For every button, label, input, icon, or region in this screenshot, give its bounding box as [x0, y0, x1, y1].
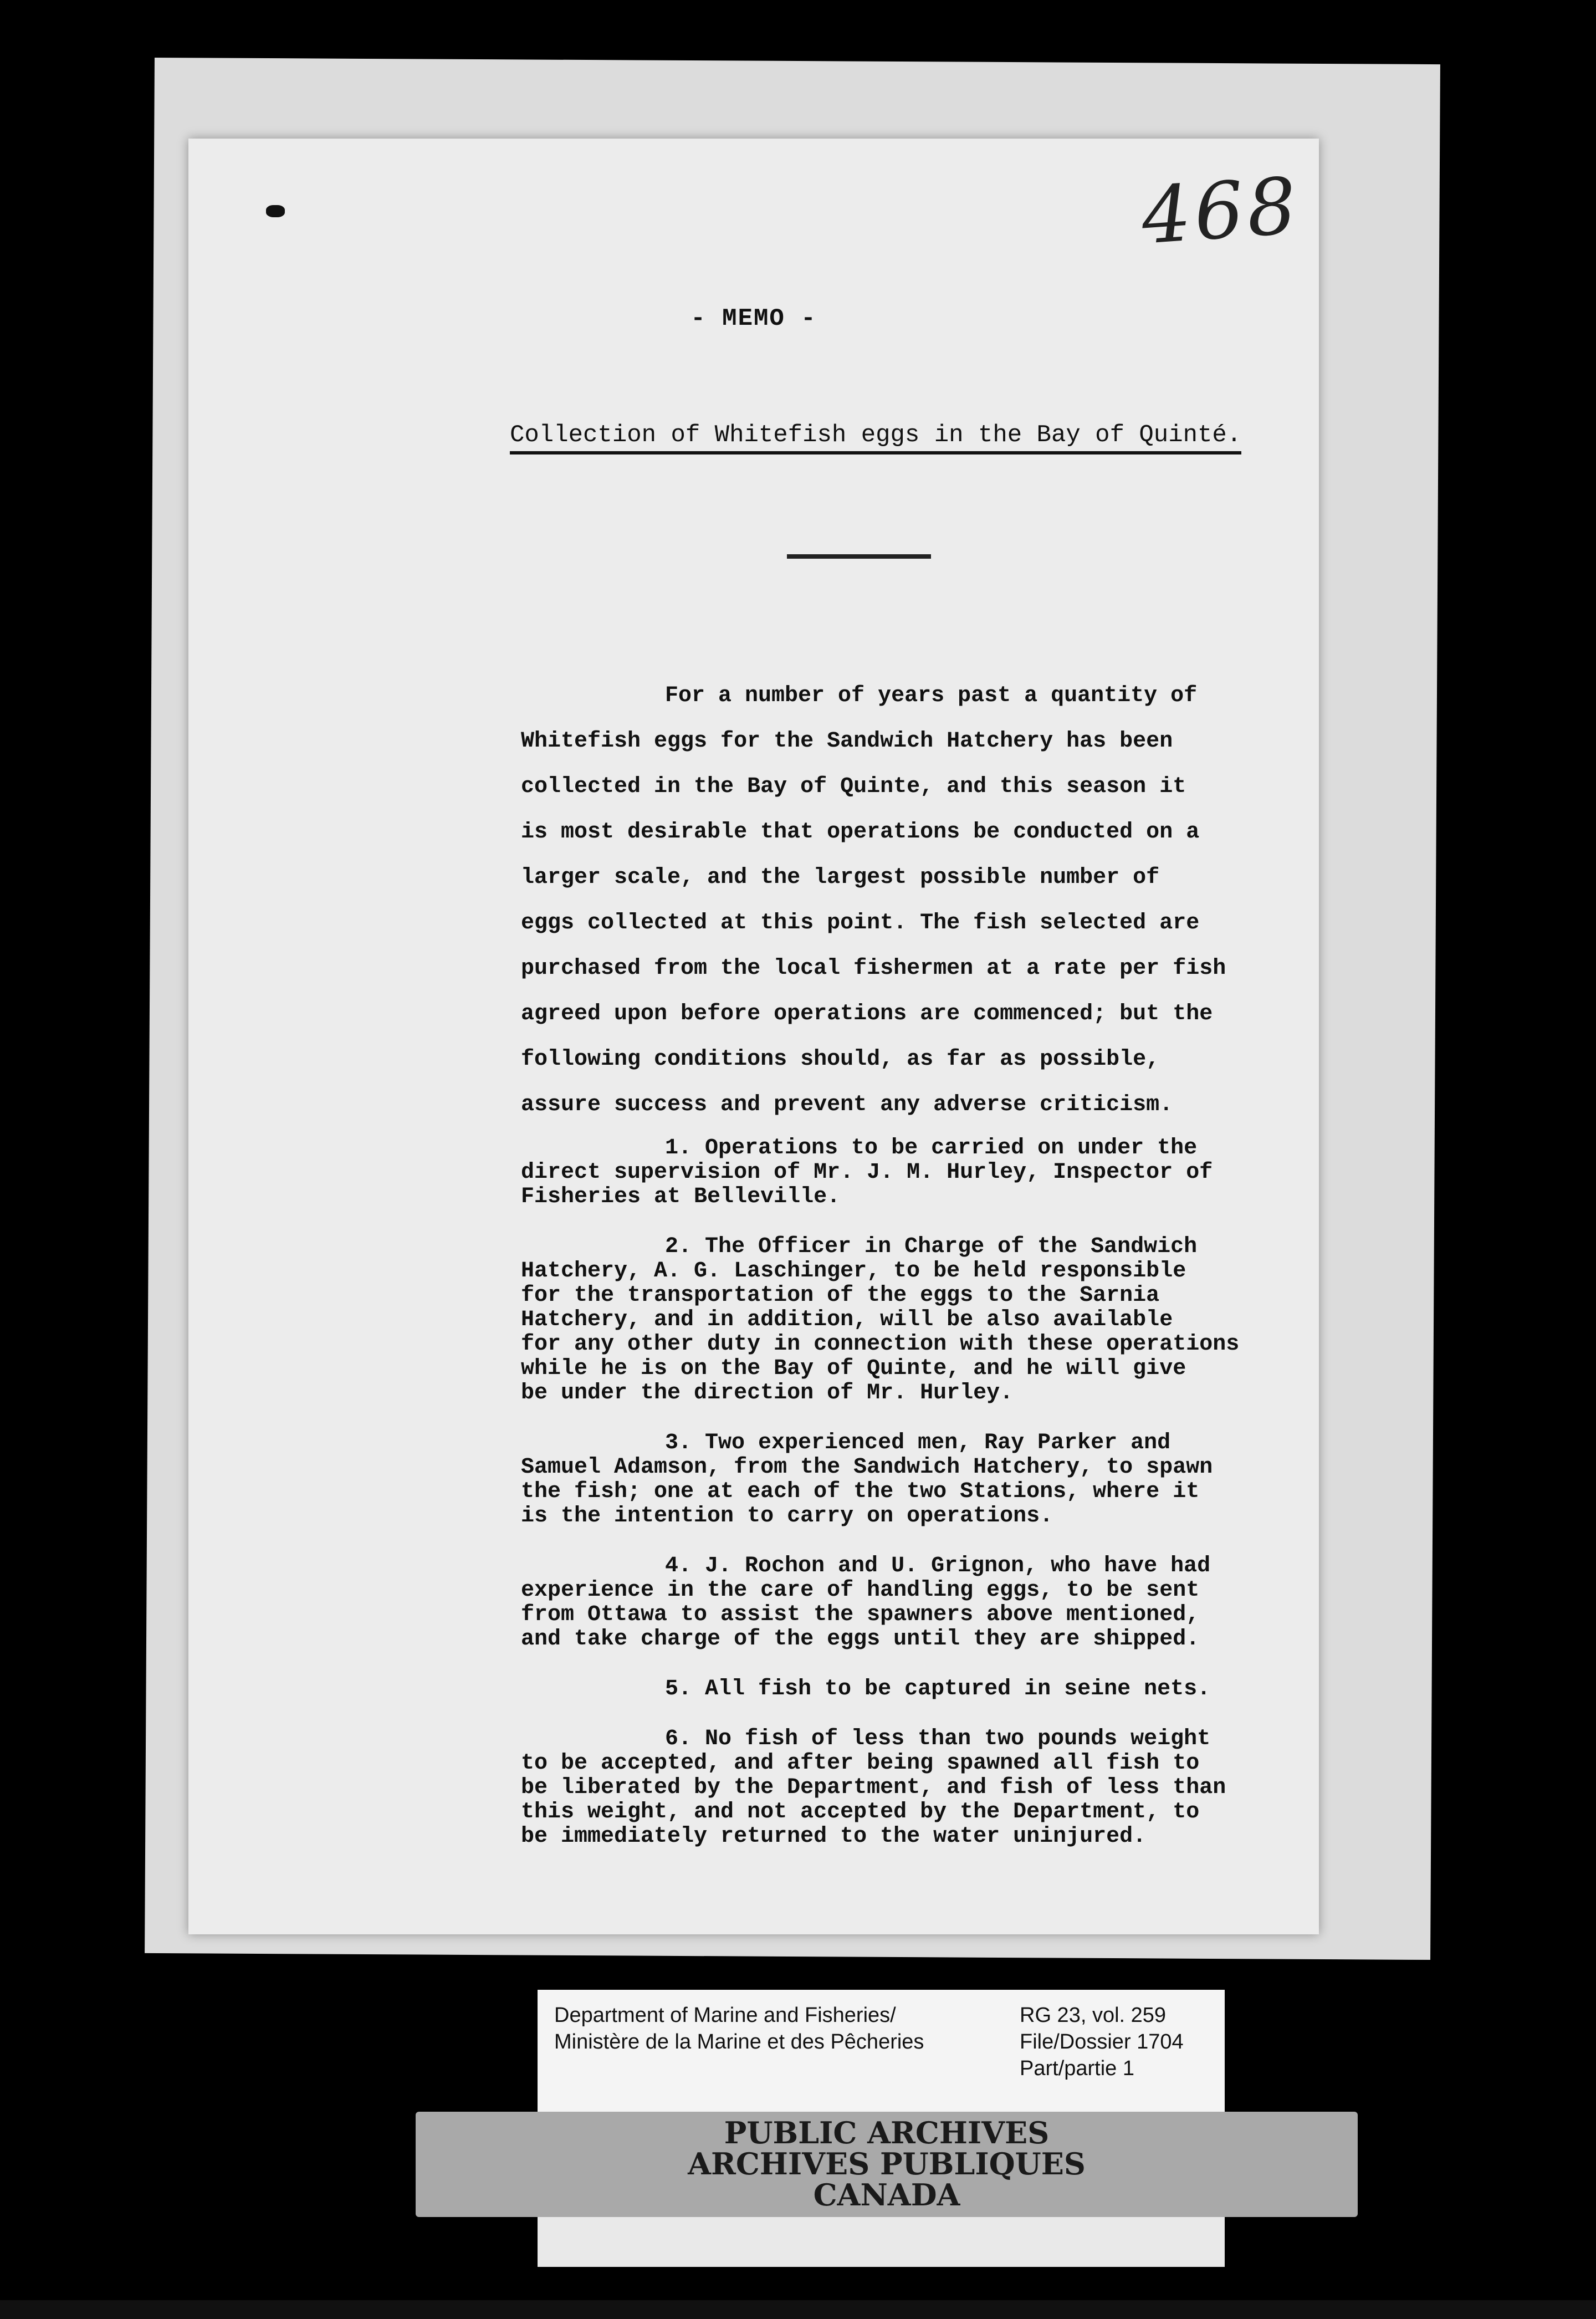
- condition-line: experience in the care of handling eggs, to be sent: [521, 1578, 1200, 1603]
- department-line: Ministère de la Marine et des Pêcheries: [554, 2030, 924, 2054]
- condition-line: this weight, and not accepted by the Department, to: [521, 1800, 1200, 1825]
- intro-line: Whitefish eggs for the Sandwich Hatchery has been: [521, 729, 1173, 754]
- condition-line: the fish; one at each of the two Stations, where it: [521, 1479, 1200, 1504]
- condition-line: is the intention to carry on operations.: [521, 1504, 1053, 1529]
- intro-line: For a number of years past a quantity of: [665, 683, 1198, 708]
- conditions-list: [521, 1136, 1324, 1874]
- public-archives-stamp: [416, 2112, 1358, 2217]
- stamp-line: ARCHIVES PUBLIQUES: [688, 2146, 1086, 2182]
- intro-line: purchased from the local fishermen at a rate per fish: [521, 956, 1226, 981]
- condition-line: 5. All fish to be captured in seine nets.: [665, 1677, 1211, 1702]
- intro-line: is most desirable that operations be conducted on a: [521, 820, 1200, 845]
- intro-line: collected in the Bay of Quinte, and this season it: [521, 774, 1186, 799]
- condition-line: for any other duty in connection with these operations: [521, 1332, 1240, 1357]
- stamp-line: PUBLIC ARCHIVES: [724, 2115, 1050, 2151]
- record-group-volume: RG 23, vol. 259: [1020, 2004, 1167, 2027]
- handwritten-page-number: 468: [1138, 161, 1303, 262]
- condition-line: be immediately returned to the water uninjured.: [521, 1824, 1147, 1849]
- condition-line: for the transportation of the eggs to the Sarnia: [521, 1283, 1160, 1308]
- label-strip: [538, 2217, 1225, 2267]
- condition-line: from Ottawa to assist the spawners above mentioned,: [521, 1602, 1200, 1627]
- condition-line: 6. No fish of less than two pounds weight: [665, 1727, 1211, 1751]
- department-line: Department of Marine and Fisheries/: [554, 2004, 896, 2027]
- condition-line: direct supervision of Mr. J. M. Hurley, Inspector of: [521, 1160, 1213, 1185]
- film-edge: [0, 2300, 1596, 2319]
- condition-item: [521, 1431, 1324, 1529]
- intro-line: larger scale, and the largest possible number of: [521, 865, 1160, 890]
- intro-line: assure success and prevent any adverse criticism.: [521, 1092, 1173, 1117]
- punch-hole-mark: [266, 205, 285, 217]
- memo-page: [188, 139, 1319, 1934]
- condition-line: 3. Two experienced men, Ray Parker and: [665, 1431, 1171, 1455]
- intro-line: eggs collected at this point. The fish selected are: [521, 911, 1200, 936]
- condition-item: [521, 1677, 1324, 1702]
- memo-heading: - MEMO -: [690, 305, 817, 333]
- condition-line: and take charge of the eggs until they are shipped.: [521, 1627, 1200, 1652]
- condition-item: [521, 1727, 1324, 1849]
- struck-out-rule: [787, 554, 931, 559]
- condition-line: be under the direction of Mr. Hurley.: [521, 1381, 1014, 1406]
- intro-paragraph: [521, 673, 1308, 1128]
- condition-line: 4. J. Rochon and U. Grignon, who have had: [665, 1554, 1211, 1579]
- intro-line: following conditions should, as far as possible,: [521, 1047, 1160, 1072]
- condition-line: Samuel Adamson, from the Sandwich Hatchery, to spawn: [521, 1455, 1213, 1480]
- condition-line: 2. The Officer in Charge of the Sandwich: [665, 1234, 1198, 1259]
- department-name: [554, 2002, 924, 2055]
- condition-line: Hatchery, A. G. Laschinger, to be held responsible: [521, 1259, 1186, 1284]
- condition-line: while he is on the Bay of Quinte, and he will give: [521, 1356, 1186, 1381]
- condition-line: Fisheries at Belleville.: [521, 1184, 841, 1209]
- stamp-line: CANADA: [813, 2177, 960, 2213]
- record-reference: [1020, 2002, 1184, 2082]
- condition-item: [521, 1554, 1324, 1652]
- condition-item: [521, 1235, 1324, 1406]
- condition-line: be liberated by the Department, and fish of less than: [521, 1775, 1226, 1800]
- condition-line: 1. Operations to be carried on under the: [665, 1136, 1198, 1161]
- condition-line: to be accepted, and after being spawned all fish to: [521, 1751, 1200, 1776]
- file-number: File/Dossier 1704: [1020, 2030, 1184, 2054]
- condition-line: Hatchery, and in addition, will be also available: [521, 1307, 1173, 1332]
- document-title: Collection of Whitefish eggs in the Bay of Quinté.: [510, 421, 1241, 454]
- part-number: Part/partie 1: [1020, 2057, 1134, 2080]
- intro-line: agreed upon before operations are commenced; but the: [521, 1002, 1213, 1026]
- condition-item: [521, 1136, 1324, 1209]
